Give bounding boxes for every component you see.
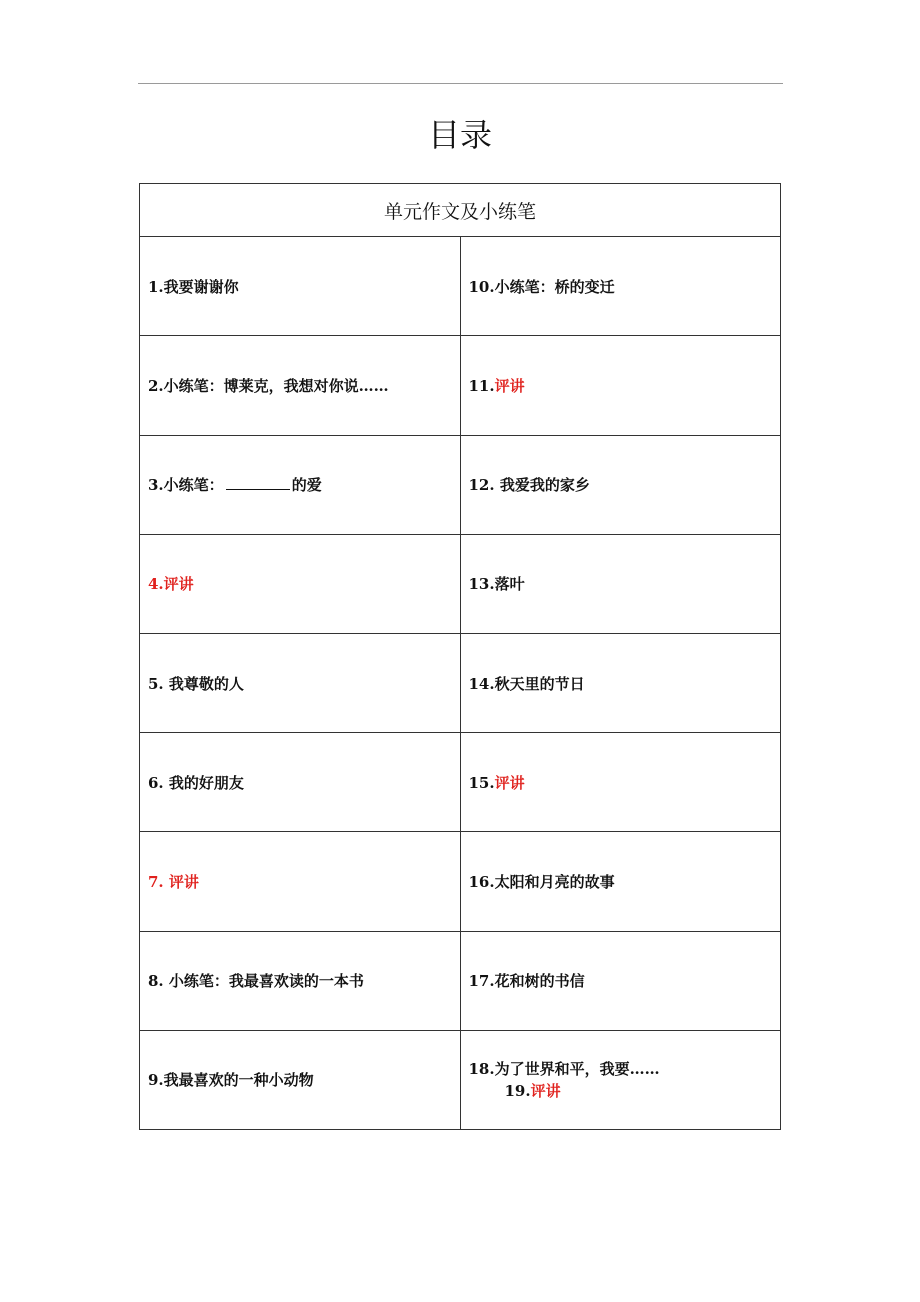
item-title-prefix: 小练笔：: [163, 476, 224, 495]
item-title: 花和树的书信: [494, 972, 585, 991]
page-title: 目录: [427, 116, 492, 154]
item-title-suffix: 的爱: [291, 476, 322, 495]
toc-item[interactable]: [460, 832, 781, 931]
toc-line: [469, 1058, 781, 1080]
item-title: 小练笔：桥的变迁: [494, 277, 615, 296]
toc-item[interactable]: [460, 1030, 781, 1129]
item-number: 14.: [468, 674, 495, 693]
toc-item[interactable]: [140, 237, 461, 336]
fill-in-blank: [226, 475, 290, 490]
table-row: [140, 534, 781, 633]
item-title: 太阳和月亮的故事: [494, 872, 615, 891]
item-title: 我爱我的家乡: [494, 476, 590, 495]
toc-item[interactable]: [140, 633, 461, 732]
table-row: [140, 633, 781, 732]
toc-item[interactable]: [140, 534, 461, 633]
item-title: 我尊敬的人: [163, 674, 244, 693]
toc-item[interactable]: [140, 832, 461, 931]
toc-item[interactable]: [140, 931, 461, 1030]
item-number: 4.: [148, 575, 164, 594]
toc-table: [139, 183, 781, 1130]
item-number: 9.: [148, 1071, 164, 1090]
toc-item[interactable]: [460, 237, 781, 336]
item-number: 19.: [504, 1081, 531, 1100]
item-title: 我要谢谢你: [163, 277, 239, 296]
table-row: [140, 931, 781, 1030]
toc-item[interactable]: [140, 1030, 461, 1129]
table-row: [140, 733, 781, 832]
item-number: 6.: [148, 773, 164, 792]
item-title: 秋天里的节日: [494, 674, 585, 693]
toc-item[interactable]: [140, 733, 461, 832]
item-title-review: 评讲: [163, 872, 199, 891]
item-title-review: 评讲: [530, 1081, 561, 1100]
item-number: 7.: [148, 872, 164, 891]
item-number: 5.: [148, 674, 164, 693]
item-title: 我的好朋友: [163, 773, 244, 792]
toc-item[interactable]: [140, 435, 461, 534]
item-number: 18.: [468, 1059, 495, 1078]
table-row: [140, 1030, 781, 1129]
item-title: 落叶: [494, 575, 525, 594]
item-number: 3.: [148, 476, 164, 495]
table-row: [140, 336, 781, 435]
toc-header-row: [140, 184, 781, 237]
toc-line: [469, 1080, 781, 1102]
item-title-review: 评讲: [163, 575, 194, 594]
toc-item[interactable]: [140, 336, 461, 435]
item-title-review: 评讲: [494, 376, 525, 395]
toc-item[interactable]: [460, 435, 781, 534]
toc-item[interactable]: [460, 633, 781, 732]
item-number: 15.: [468, 773, 495, 792]
item-number: 2.: [148, 376, 164, 395]
item-number: 16.: [468, 872, 495, 891]
table-row: [140, 832, 781, 931]
item-title-review: 评讲: [494, 773, 525, 792]
item-number: 1.: [148, 277, 164, 296]
item-number: 13.: [468, 575, 495, 594]
item-title: 我最喜欢的一种小动物: [163, 1071, 314, 1090]
header-rule: [138, 83, 783, 84]
toc-item[interactable]: [460, 733, 781, 832]
item-title: 小练笔：博莱克，我想对你说……: [163, 376, 389, 395]
item-number: 17.: [468, 972, 495, 991]
table-row: [140, 435, 781, 534]
toc-item[interactable]: [460, 534, 781, 633]
item-title: 小练笔：我最喜欢读的一本书: [163, 972, 364, 991]
item-title: 为了世界和平，我要……: [494, 1059, 660, 1078]
toc-header: 单元作文及小练笔: [140, 184, 781, 237]
item-number: 11.: [468, 376, 495, 395]
item-number: 12.: [468, 476, 495, 495]
table-row: [140, 237, 781, 336]
item-number: 10.: [468, 277, 495, 296]
toc-item[interactable]: [460, 336, 781, 435]
item-number: 8.: [148, 972, 164, 991]
toc-item[interactable]: [460, 931, 781, 1030]
